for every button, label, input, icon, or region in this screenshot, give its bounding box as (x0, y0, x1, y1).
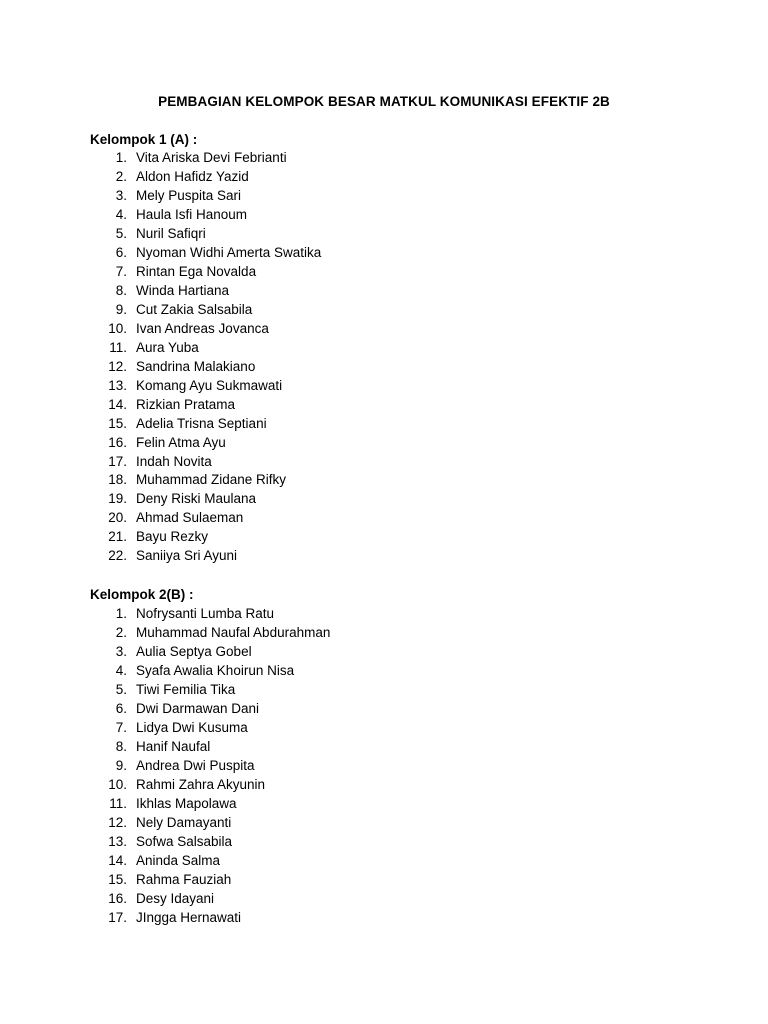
list-item-name: Winda Hartiana (136, 282, 230, 298)
list-item (0, 605, 768, 624)
list-item-number: 15. (108, 415, 127, 431)
list-item (0, 681, 768, 700)
list-item (0, 528, 768, 547)
list-item-number: 7. (115, 263, 127, 279)
list-item-name: Muhammad Zidane Rifky (136, 472, 287, 488)
group-1-heading: Kelompok 1 (A) : (90, 132, 198, 147)
list-item-name: Aulia Septya Gobel (136, 643, 252, 659)
list-item-number: 13. (108, 833, 127, 849)
list-item-number: 21. (108, 529, 127, 545)
list-item-name: Hanif Naufal (136, 738, 211, 754)
list-item-number: 14. (108, 852, 127, 868)
list-item-name: Saniiya Sri Ayuni (136, 548, 238, 564)
list-item-name: Haula Isfi Hanoum (136, 206, 248, 222)
list-item (0, 490, 768, 509)
list-item (0, 149, 768, 168)
list-item (0, 890, 768, 909)
list-item-name: Syafa Awalia Khoirun Nisa (136, 662, 295, 678)
list-item (0, 757, 768, 776)
list-item-number: 5. (115, 681, 127, 697)
list-item (0, 377, 768, 396)
list-item-number: 9. (115, 301, 127, 317)
list-item-name: Felin Atma Ayu (136, 434, 226, 450)
list-item-number: 2. (115, 624, 127, 640)
list-item-name: Adelia Trisna Septiani (136, 415, 267, 431)
list-item-name: Aldon Hafidz Yazid (136, 168, 249, 184)
list-item-name: Lidya Dwi Kusuma (136, 719, 248, 735)
list-item-number: 16. (108, 890, 127, 906)
list-item (0, 852, 768, 871)
list-item-name: Mely Puspita Sari (136, 187, 242, 203)
list-item-number: 17. (108, 453, 127, 469)
list-item-name: Rintan Ega Novalda (136, 263, 257, 279)
list-item-number: 2. (115, 168, 127, 184)
list-item-name: Desy Idayani (136, 890, 215, 906)
list-item-name: Rahmi Zahra Akyunin (136, 776, 266, 792)
list-item (0, 415, 768, 434)
list-item-number: 11. (109, 339, 127, 355)
group-2-list (0, 605, 768, 927)
list-item-number: 16. (108, 434, 127, 450)
list-item-number: 3. (115, 643, 127, 659)
list-item (0, 282, 768, 301)
list-item-number: 4. (115, 206, 127, 222)
list-item-number: 1. (115, 150, 127, 165)
list-item (0, 909, 768, 928)
list-item (0, 738, 768, 757)
list-item-name: Nuril Safiqri (136, 225, 206, 241)
list-item-name: Indah Novita (136, 453, 212, 469)
list-item-number: 7. (115, 719, 127, 735)
list-item-name: Andrea Dwi Puspita (136, 757, 255, 773)
list-item (0, 358, 768, 377)
list-item (0, 244, 768, 263)
list-item (0, 339, 768, 358)
list-item (0, 453, 768, 472)
list-item (0, 509, 768, 528)
list-item (0, 396, 768, 415)
list-item-number: 22. (108, 548, 127, 564)
list-item (0, 168, 768, 187)
list-item-number: 20. (108, 510, 127, 526)
list-item-name: Ahmad Sulaeman (136, 510, 244, 526)
list-item-number: 12. (108, 358, 127, 374)
list-item-name: Tiwi Femilia Tika (136, 681, 236, 697)
list-item (0, 206, 768, 225)
list-item-name: Ikhlas Mapolawa (136, 795, 237, 811)
list-item-number: 19. (108, 491, 127, 507)
list-item-number: 11. (109, 795, 127, 811)
list-item (0, 662, 768, 681)
list-item-name: Nyoman Widhi Amerta Swatika (136, 244, 322, 260)
list-item-number: 17. (108, 909, 127, 925)
list-item (0, 643, 768, 662)
list-item (0, 814, 768, 833)
list-item-name: Sofwa Salsabila (136, 833, 233, 849)
list-item-number: 12. (108, 814, 127, 830)
list-item-name: Bayu Rezky (136, 529, 209, 545)
list-item-name: Dwi Darmawan Dani (136, 700, 260, 716)
list-item-number: 6. (115, 244, 127, 260)
list-item-name: Aura Yuba (136, 339, 199, 355)
list-item-number: 8. (115, 282, 127, 298)
list-item-name: Vita Ariska Devi Febrianti (136, 150, 287, 165)
list-item-name: JIngga Hernawati (136, 909, 242, 925)
list-item (0, 833, 768, 852)
list-item (0, 795, 768, 814)
list-item (0, 871, 768, 890)
document-title: PEMBAGIAN KELOMPOK BESAR MATKUL KOMUNIKASI EFEKTIF 2B (158, 94, 610, 109)
list-item-name: Rizkian Pratama (136, 396, 236, 412)
list-item-number: 10. (108, 320, 127, 336)
list-item-name: Muhammad Naufal Abdurahman (136, 624, 331, 640)
list-item (0, 187, 768, 206)
list-item (0, 624, 768, 643)
list-item (0, 320, 768, 339)
list-item-number: 1. (115, 606, 127, 621)
list-item-name: Nofrysanti Lumba Ratu (136, 606, 275, 621)
list-item (0, 301, 768, 320)
list-item-name: Ivan Andreas Jovanca (136, 320, 269, 336)
list-item-name: Aninda Salma (136, 852, 221, 868)
list-item-name: Cut Zakia Salsabila (136, 301, 253, 317)
list-item (0, 547, 768, 566)
list-item-name: Sandrina Malakiano (136, 358, 256, 374)
list-item-name: Komang Ayu Sukmawati (136, 377, 283, 393)
list-item-number: 3. (115, 187, 127, 203)
list-item-number: 10. (108, 776, 127, 792)
list-item-number: 15. (108, 871, 127, 887)
list-item-name: Nely Damayanti (136, 814, 232, 830)
list-item (0, 434, 768, 453)
group-1-list (0, 149, 768, 566)
list-item-name: Rahma Fauziah (136, 871, 232, 887)
list-item (0, 471, 768, 490)
list-item-name: Deny Riski Maulana (136, 491, 257, 507)
list-item-number: 14. (108, 396, 127, 412)
list-item-number: 9. (115, 757, 127, 773)
group-2-heading: Kelompok 2(B) : (90, 587, 194, 602)
list-item-number: 8. (115, 738, 127, 754)
list-item (0, 719, 768, 738)
list-item-number: 4. (115, 662, 127, 678)
list-item-number: 13. (108, 377, 127, 393)
list-item (0, 263, 768, 282)
list-item (0, 776, 768, 795)
list-item (0, 225, 768, 244)
list-item-number: 5. (115, 225, 127, 241)
list-item-number: 18. (108, 472, 127, 488)
list-item (0, 700, 768, 719)
list-item-number: 6. (115, 700, 127, 716)
